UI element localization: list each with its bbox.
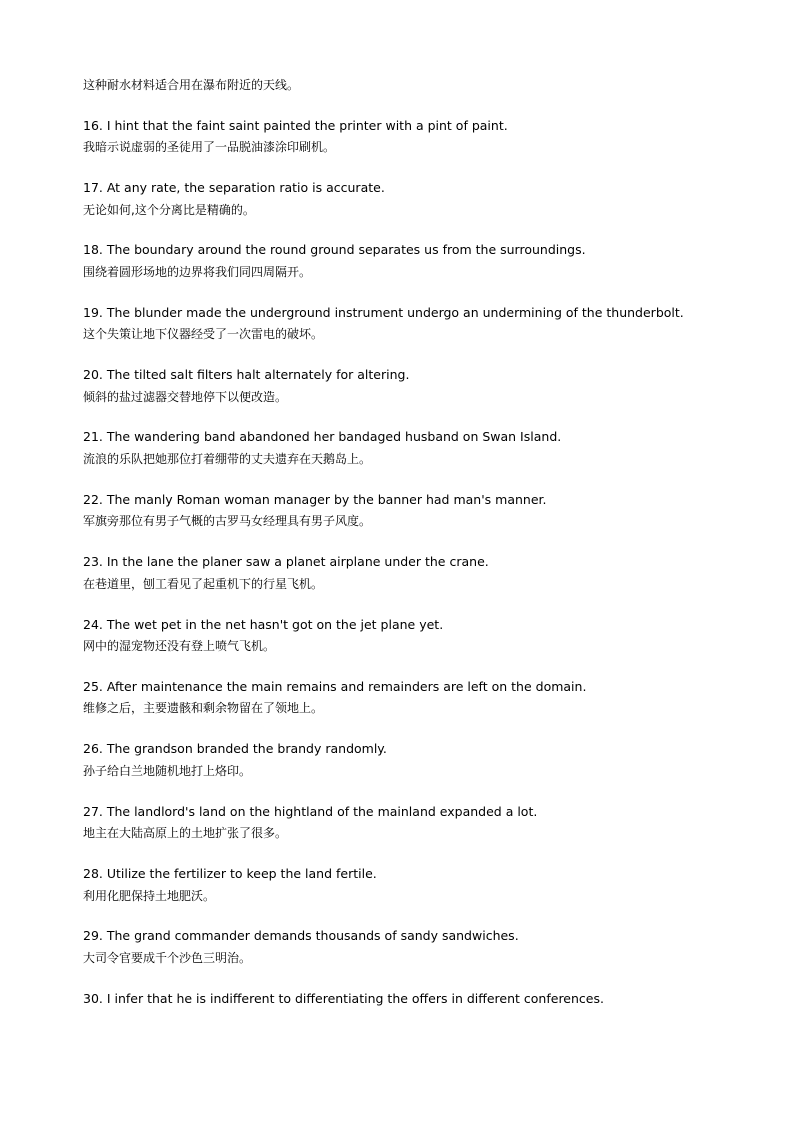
entry-english: 23. In the lane the planer saw a planet airplane under the crane. (83, 554, 489, 569)
entry-english: 28. Utilize the fertilizer to keep the land fertile. (83, 866, 377, 881)
entry-chinese: 维修之后，主要遗骸和剩余物留在了领地上。 (83, 701, 324, 715)
entry-chinese: 我暗示说虚弱的圣徒用了一品脱油漆涂印刷机。 (83, 140, 336, 154)
entry-chinese: 流浪的乐队把她那位打着绷带的丈夫遗弃在天鹅岛上。 (83, 452, 372, 466)
entry-chinese: 在巷道里，刨工看见了起重机下的行星飞机。 (83, 577, 324, 591)
intro-translation: 这种耐水材料适合用在瀑布附近的天线。 (83, 78, 300, 92)
entry-english: 22. The manly Roman woman manager by the banner had man's manner. (83, 492, 547, 507)
entry-chinese: 围绕着圆形场地的边界将我们同四周隔开。 (83, 265, 312, 279)
entry-chinese: 网中的湿宠物还没有登上喷气飞机。 (83, 639, 276, 653)
entry-english: 24. The wet pet in the net hasn't got on the jet plane yet. (83, 617, 444, 632)
entry-chinese: 这个失策让地下仪器经受了一次雷电的破坏。 (83, 327, 324, 341)
entry-english: 30. I infer that he is indifferent to differentiating the offers in different conferences. (83, 991, 604, 1006)
entry-english: 19. The blunder made the underground instrument undergo an undermining of the thunderbolt. (83, 305, 684, 320)
entry-english: 29. The grand commander demands thousands of sandy sandwiches. (83, 928, 519, 943)
entry-english: 21. The wandering band abandoned her bandaged husband on Swan Island. (83, 429, 562, 444)
entry-chinese: 大司令官要成千个沙色三明治。 (83, 951, 252, 965)
entry-english: 17. At any rate, the separation ratio is accurate. (83, 180, 385, 195)
entry-chinese: 军旗旁那位有男子气概的古罗马女经理具有男子风度。 (83, 514, 372, 528)
entry-english: 18. The boundary around the round ground separates us from the surroundings. (83, 242, 586, 257)
entry-english: 25. After maintenance the main remains and remainders are left on the domain. (83, 679, 587, 694)
entry-chinese: 无论如何,这个分离比是精确的。 (83, 203, 255, 217)
entry-english: 26. The grandson branded the brandy randomly. (83, 741, 387, 756)
entry-english: 27. The landlord's land on the hightland of the mainland expanded a lot. (83, 804, 538, 819)
entry-english: 20. The tilted salt filters halt alternately for altering. (83, 367, 410, 382)
entry-chinese: 地主在大陆高原上的土地扩张了很多。 (83, 826, 288, 840)
entry-chinese: 倾斜的盐过滤器交替地停下以便改造。 (83, 390, 288, 404)
entry-chinese: 孙子给白兰地随机地打上烙印。 (83, 764, 252, 778)
entry-chinese: 利用化肥保持土地肥沃。 (83, 889, 216, 903)
entry-english: 16. I hint that the faint saint painted the printer with a pint of paint. (83, 118, 508, 133)
